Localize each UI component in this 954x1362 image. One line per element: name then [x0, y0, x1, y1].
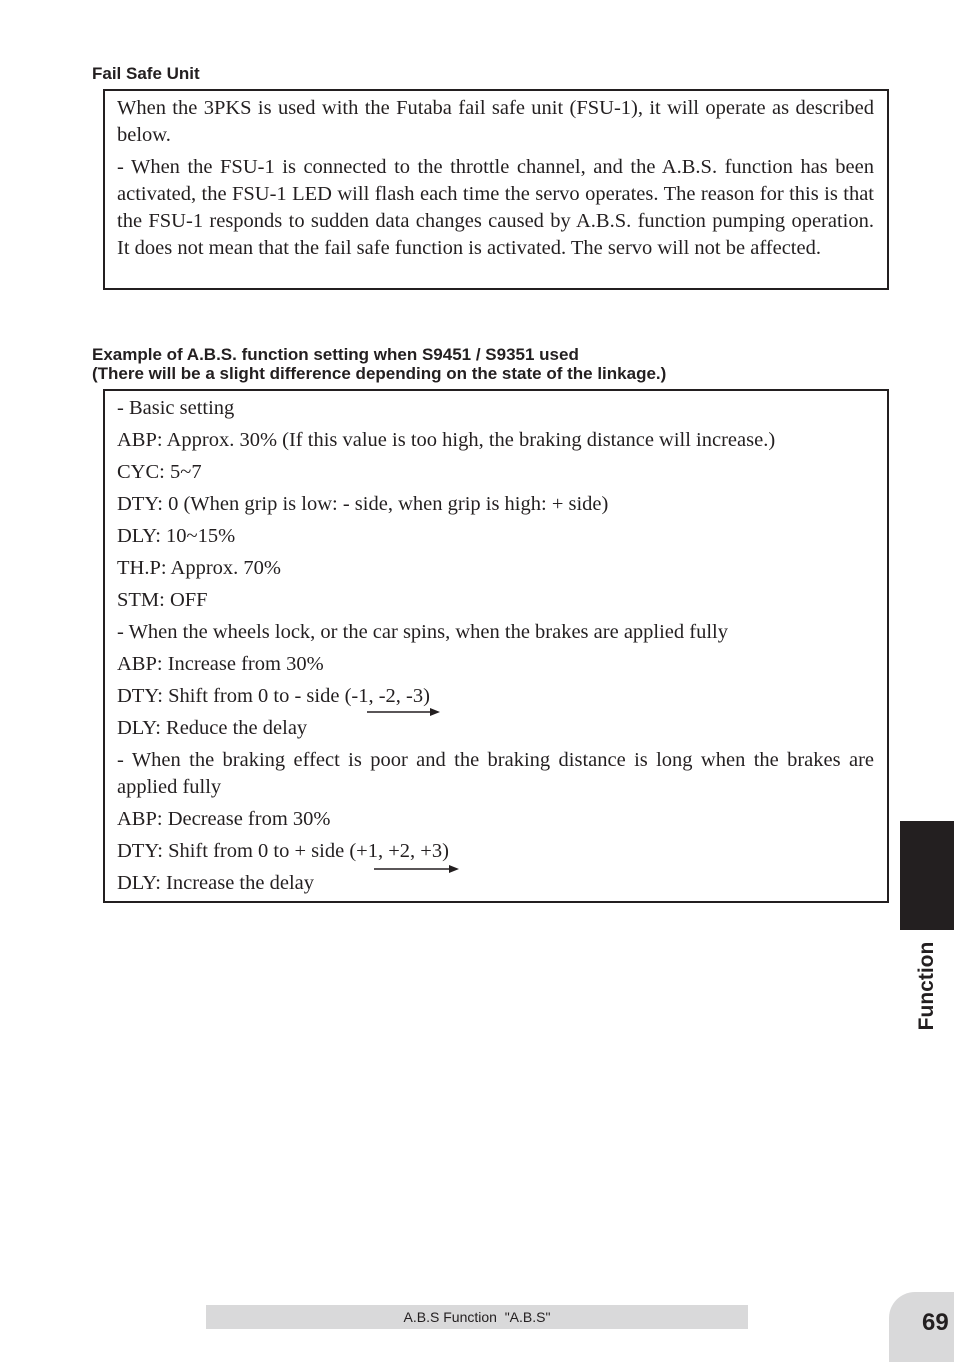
setting-line: - When the braking effect is poor and the braking distance is long when the brakes are applied fully — [117, 749, 874, 798]
setting-line: DLY: 10~15% — [117, 525, 236, 547]
setting-line: TH.P: Approx. 70% — [117, 557, 281, 579]
setting-line: DLY: Increase the delay — [117, 872, 314, 894]
page-number: 69 — [922, 1309, 949, 1336]
setting-line: STM: OFF — [117, 589, 208, 611]
setting-line: ABP: Approx. 30% (If this value is too high, the braking distance will increase.) — [117, 429, 776, 451]
failsafe-box — [103, 89, 889, 290]
section-label: Function — [915, 941, 938, 1031]
failsafe-heading: Fail Safe Unit — [92, 64, 200, 83]
setting-line: - When the wheels lock, or the car spins, when the brakes are applied fully — [117, 621, 728, 643]
setting-line: - Basic setting — [117, 397, 235, 419]
setting-line: DTY: Shift from 0 to + side (+1, +2, +3) — [117, 840, 449, 862]
arrow-right-icon — [366, 705, 442, 719]
setting-line: ABP: Decrease from 30% — [117, 808, 331, 830]
setting-line: DTY: 0 (When grip is low: - side, when grip is high: + side) — [117, 493, 609, 515]
setting-line: CYC: 5~7 — [117, 461, 202, 483]
abs-setting-box — [103, 389, 889, 903]
footer-title: A.B.S Function "A.B.S" — [206, 1305, 748, 1329]
failsafe-paragraph: When the 3PKS is used with the Futaba fail safe unit (FSU-1), it will operate as described below. — [117, 97, 874, 146]
section-tab — [900, 821, 954, 930]
example-heading-line: (There will be a slight difference depending on the state of the linkage.) — [92, 364, 667, 383]
example-heading — [92, 345, 666, 383]
setting-line: ABP: Increase from 30% — [117, 653, 324, 675]
example-heading-line: Example of A.B.S. function setting when S9451 / S9351 used — [92, 345, 579, 364]
setting-line: DTY: Shift from 0 to - side (-1, -2, -3) — [117, 685, 430, 707]
failsafe-paragraph: - When the FSU-1 is connected to the throttle channel, and the A.B.S. function has been activated, the FSU-1 LED will flash each time the servo operates. The reason for this is that the FSU-1 responds to sudden data changes caused by A.B.S. function pumping operation. It does not mean that the fail safe function is activated. The servo will not be affected. — [117, 156, 874, 259]
arrow-right-icon — [373, 862, 461, 876]
setting-line: DLY: Reduce the delay — [117, 717, 308, 739]
